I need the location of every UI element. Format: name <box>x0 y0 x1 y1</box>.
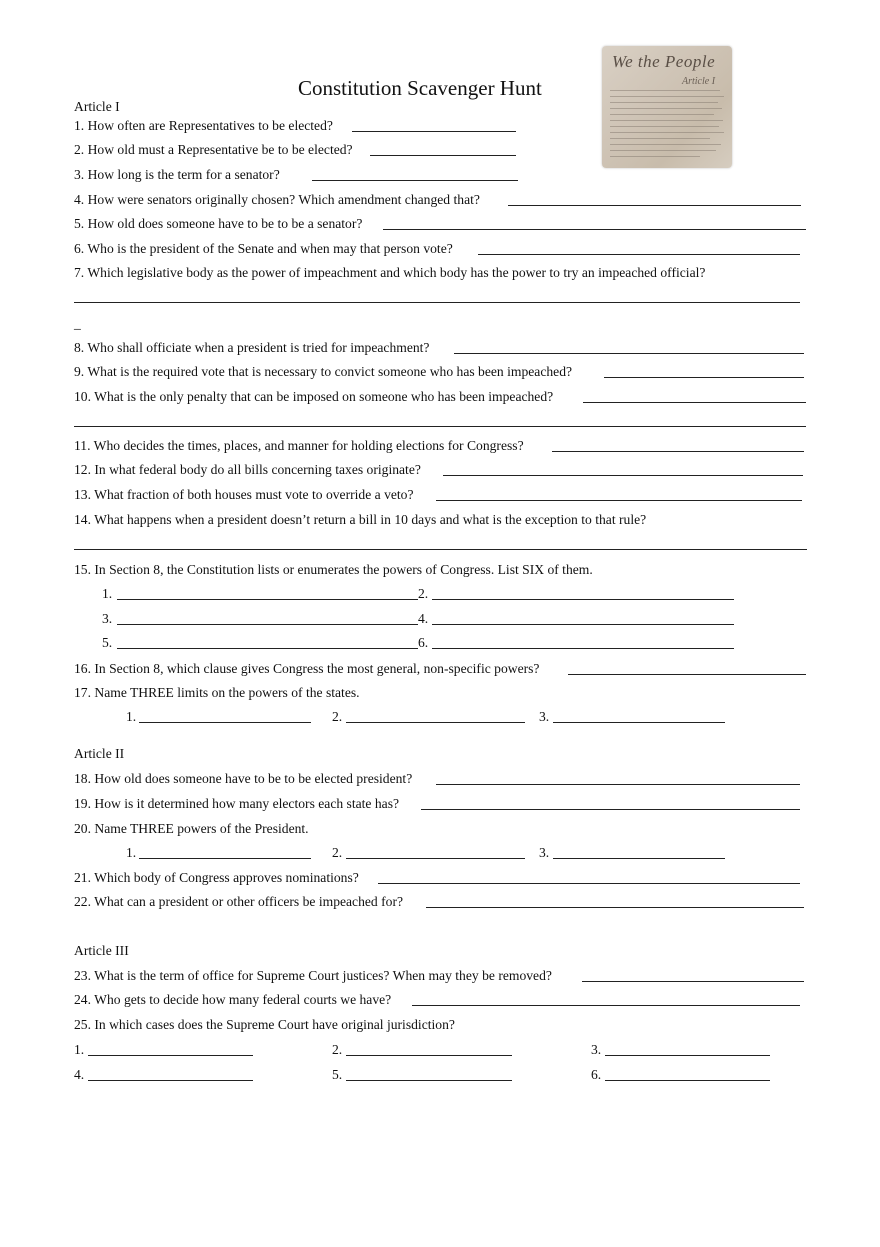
q20-item-2-number: 2. <box>332 845 343 860</box>
answer-line-8[interactable] <box>454 353 804 354</box>
question-10: 10. What is the only penalty that can be imposed on someone who has been impeached? <box>74 389 554 404</box>
q25-item-5-number: 5. <box>332 1067 343 1082</box>
answer-line-16[interactable] <box>568 674 806 675</box>
question-12: 12. In what federal body do all bills concerning taxes originate? <box>74 462 421 477</box>
q17-item-2-number: 2. <box>332 709 343 724</box>
q25-answer-1[interactable] <box>88 1055 253 1056</box>
answer-line-13[interactable] <box>436 500 802 501</box>
answer-line-12[interactable] <box>443 475 803 476</box>
answer-line-3[interactable] <box>312 180 518 181</box>
answer-line-11[interactable] <box>552 451 804 452</box>
answer-line-19[interactable] <box>421 809 800 810</box>
q25-answer-3[interactable] <box>605 1055 770 1056</box>
q15-item-5-number: 5. <box>102 635 113 650</box>
answer-line-6[interactable] <box>478 254 800 255</box>
constitution-image <box>602 46 732 168</box>
question-23: 23. What is the term of office for Supreme Court justices? When may they be removed? <box>74 968 552 983</box>
q15-item-4-number: 4. <box>418 611 429 626</box>
answer-line-14[interactable] <box>74 549 807 550</box>
answer-line-4[interactable] <box>508 205 801 206</box>
article-1-heading: Article I <box>74 99 120 114</box>
stray-underscore: _ <box>74 316 81 331</box>
answer-line-10b[interactable] <box>74 426 806 427</box>
question-4: 4. How were senators originally chosen? Which amendment changed that? <box>74 192 480 207</box>
q25-answer-4[interactable] <box>88 1080 253 1081</box>
question-22: 22. What can a president or other officers be impeached for? <box>74 894 404 909</box>
answer-line-5[interactable] <box>383 229 806 230</box>
article-2-heading: Article II <box>74 746 125 761</box>
q15-answer-2[interactable] <box>432 599 734 600</box>
question-11: 11. Who decides the times, places, and manner for holding elections for Congress? <box>74 438 524 453</box>
question-8: 8. Who shall officiate when a president is tried for impeachment? <box>74 340 430 355</box>
answer-line-21[interactable] <box>378 883 800 884</box>
q25-answer-2[interactable] <box>346 1055 512 1056</box>
q15-answer-1[interactable] <box>117 599 418 600</box>
q17-item-3-number: 3. <box>539 709 550 724</box>
answer-line-22[interactable] <box>426 907 804 908</box>
question-13: 13. What fraction of both houses must vote to override a veto? <box>74 487 414 502</box>
q15-item-2-number: 2. <box>418 586 429 601</box>
question-20: 20. Name THREE powers of the President. <box>74 821 309 836</box>
q25-item-6-number: 6. <box>591 1067 602 1082</box>
q17-answer-1[interactable] <box>139 722 311 723</box>
answer-line-9[interactable] <box>604 377 804 378</box>
question-19: 19. How is it determined how many electors each state has? <box>74 796 400 811</box>
question-7: 7. Which legislative body as the power of impeachment and which body has the power to try an impeached official? <box>74 265 706 280</box>
article-3-heading: Article III <box>74 943 129 958</box>
q20-item-1-number: 1. <box>126 845 137 860</box>
q20-answer-2[interactable] <box>346 858 525 859</box>
answer-line-2[interactable] <box>370 155 516 156</box>
answer-line-23[interactable] <box>582 981 804 982</box>
q20-item-3-number: 3. <box>539 845 550 860</box>
q15-item-6-number: 6. <box>418 635 429 650</box>
answer-line-10[interactable] <box>583 402 806 403</box>
q15-answer-3[interactable] <box>117 624 418 625</box>
q15-answer-5[interactable] <box>117 648 418 649</box>
q15-item-3-number: 3. <box>102 611 113 626</box>
question-1: 1. How often are Representatives to be elected? <box>74 118 333 133</box>
q15-answer-6[interactable] <box>432 648 734 649</box>
question-2: 2. How old must a Representative be to be elected? <box>74 142 353 157</box>
answer-line-24[interactable] <box>412 1005 800 1006</box>
page-title: Constitution Scavenger Hunt <box>298 76 542 100</box>
question-16: 16. In Section 8, which clause gives Congress the most general, non-specific powers? <box>74 661 540 676</box>
question-6: 6. Who is the president of the Senate and when may that person vote? <box>74 241 453 256</box>
q17-answer-3[interactable] <box>553 722 725 723</box>
question-15: 15. In Section 8, the Constitution lists or enumerates the powers of Congress. List SIX of them. <box>74 562 593 577</box>
image-script-heading: We the People <box>612 52 716 71</box>
q17-item-1-number: 1. <box>126 709 137 724</box>
question-14: 14. What happens when a president doesn’t return a bill in 10 days and what is the exception to that rule? <box>74 512 647 527</box>
q25-answer-6[interactable] <box>605 1080 770 1081</box>
q25-answer-5[interactable] <box>346 1080 512 1081</box>
q15-item-1-number: 1. <box>102 586 113 601</box>
image-script-article: Article I <box>682 76 716 87</box>
question-25: 25. In which cases does the Supreme Court have original jurisdiction? <box>74 1017 455 1032</box>
question-9: 9. What is the required vote that is necessary to convict someone who has been impeached? <box>74 364 573 379</box>
question-3: 3. How long is the term for a senator? <box>74 167 280 182</box>
q25-item-2-number: 2. <box>332 1042 343 1057</box>
question-18: 18. How old does someone have to be to be elected president? <box>74 771 413 786</box>
question-24: 24. Who gets to decide how many federal courts we have? <box>74 992 392 1007</box>
question-17: 17. Name THREE limits on the powers of the states. <box>74 685 360 700</box>
question-5: 5. How old does someone have to be to be a senator? <box>74 216 363 231</box>
question-21: 21. Which body of Congress approves nominations? <box>74 870 359 885</box>
q15-answer-4[interactable] <box>432 624 734 625</box>
q20-answer-1[interactable] <box>139 858 311 859</box>
answer-line-1[interactable] <box>352 131 516 132</box>
answer-line-7[interactable] <box>74 302 800 303</box>
q25-item-1-number: 1. <box>74 1042 85 1057</box>
q25-item-4-number: 4. <box>74 1067 85 1082</box>
q25-item-3-number: 3. <box>591 1042 602 1057</box>
q20-answer-3[interactable] <box>553 858 725 859</box>
answer-line-18[interactable] <box>436 784 800 785</box>
q17-answer-2[interactable] <box>346 722 525 723</box>
